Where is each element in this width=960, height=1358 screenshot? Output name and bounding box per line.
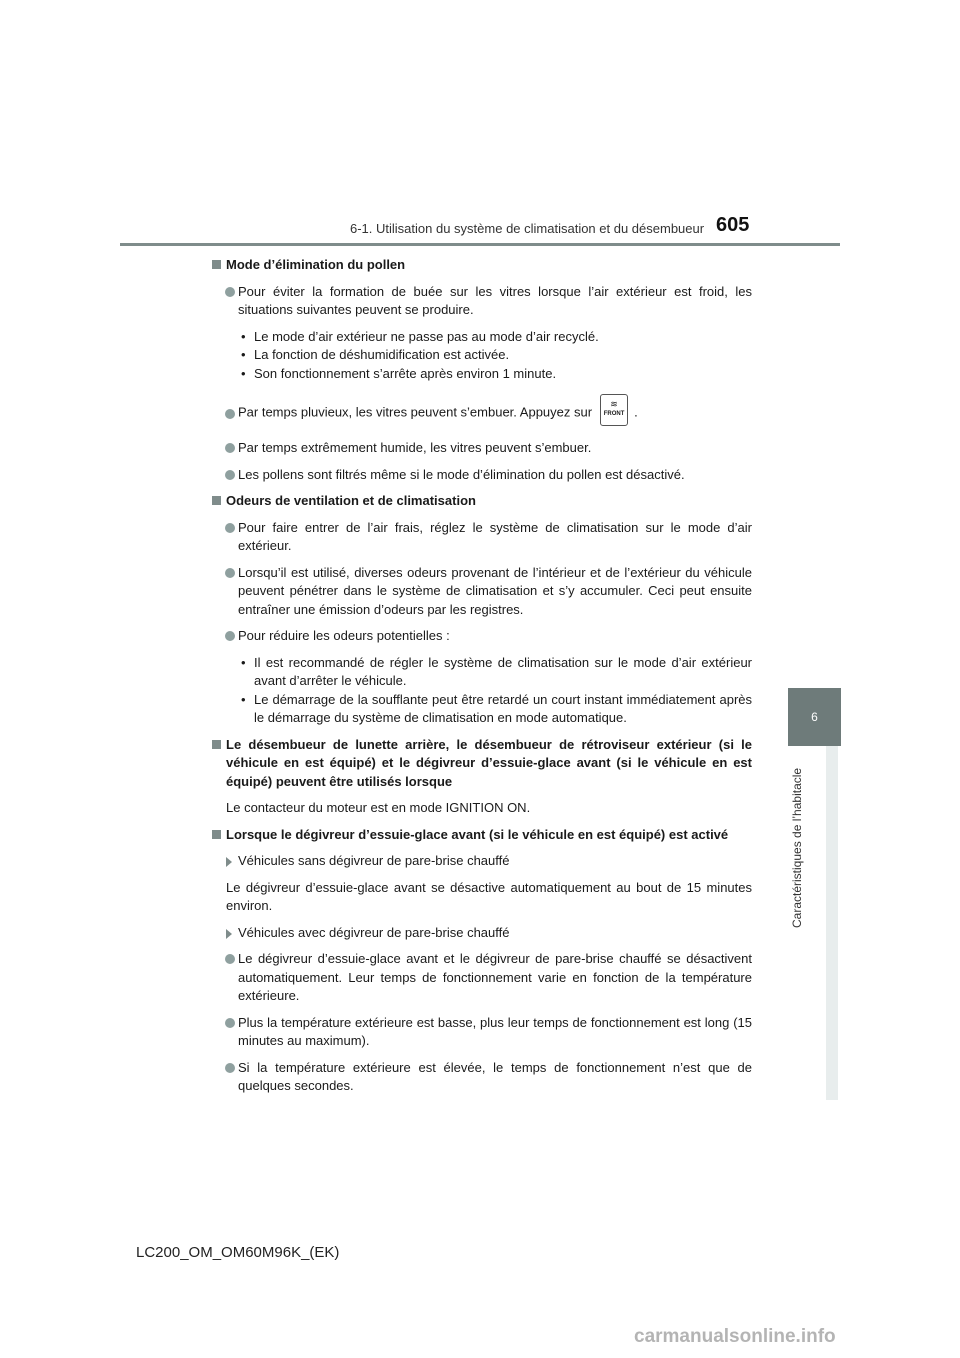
bullet-icon xyxy=(225,1018,235,1028)
header-title: 6-1. Utilisation du système de climatisation et du désembueur xyxy=(350,221,705,236)
front-defroster-button-icon: ≋ FRONT xyxy=(600,394,628,426)
sub-item: • Le démarrage de la soufflante peut être retardé un court instant immédiatement après le démarrage du système de climatisation en mode automatique. xyxy=(241,691,752,725)
condition-item: Véhicules avec dégivreur de pare-brise chauffé xyxy=(212,924,752,943)
section-marker-icon xyxy=(212,496,221,505)
document-code: LC200_OM_OM60M96K_(EK) xyxy=(136,1244,340,1261)
chapter-tab[interactable]: 6 xyxy=(788,688,841,746)
bullet-item: Lorsqu’il est utilisé, diverses odeurs provenant de l’intérieur et de l’extérieur du véhicule peuvent pénétrer dans le système de climatisation et s’y accumuler. Ceci peut ensuite entraîner une émission d’odeurs par les registres. xyxy=(212,564,752,620)
bullet-icon xyxy=(225,409,235,419)
side-margin-band xyxy=(826,740,838,1100)
section-marker-icon xyxy=(212,740,221,749)
sub-list xyxy=(212,654,752,728)
section-heading: Lorsque le dégivreur d’essuie-glace avant (si le véhicule en est équipé) est activé xyxy=(212,826,752,845)
bullet-item: Par temps extrêmement humide, les vitres peuvent s’embuer. xyxy=(212,439,752,458)
bullet-icon xyxy=(225,568,235,578)
condition-item: Véhicules sans dégivreur de pare-brise chauffé xyxy=(212,852,752,871)
chapter-title: Caractéristiques de l’habitacle xyxy=(790,767,804,928)
bullet-icon xyxy=(225,631,235,641)
arrow-right-icon xyxy=(226,929,232,939)
bullet-icon xyxy=(225,470,235,480)
bullet-item: Le dégivreur d’essuie-glace avant et le dégivreur de pare-brise chauffé se désactivent automatiquement. Leur temps de fonctionnement varie en fonction de la température extérieure. xyxy=(212,950,752,1006)
watermark[interactable]: carmanualsonline.info xyxy=(634,1326,836,1347)
bullet-item: Par temps pluvieux, les vitres peuvent s’embuer. Appuyez sur ≋ FRONT . xyxy=(212,397,752,429)
section-heading: Odeurs de ventilation et de climatisation xyxy=(212,492,752,511)
bullet-icon xyxy=(225,954,235,964)
bullet-item: Si la température extérieure est élevée, le temps de fonctionnement n’est que de quelques secondes. xyxy=(212,1059,752,1096)
sub-item: • Il est recommandé de régler le système de climatisation sur le mode d’air extérieur avant d’arrêter le véhicule. xyxy=(241,654,752,688)
page-content xyxy=(212,256,752,1104)
header-divider xyxy=(120,243,840,246)
section-text: Le dégivreur d’essuie-glace avant se désactive automatiquement au bout de 15 minutes environ. xyxy=(226,879,752,913)
bullet-icon xyxy=(225,287,235,297)
section-marker-icon xyxy=(212,260,221,269)
bullet-item: Les pollens sont filtrés même si le mode d’élimination du pollen est désactivé. xyxy=(212,466,752,485)
page-number: 605 xyxy=(716,214,750,236)
sub-list xyxy=(212,328,752,384)
bullet-item: Pour réduire les odeurs potentielles : xyxy=(212,627,752,646)
section-heading: Le désembueur de lunette arrière, le désembueur de rétroviseur extérieur (si le véhicule en est équipé) et le dégivreur d’essuie-glace avant (si le véhicule en est équipé) peuvent être utilisés lorsque xyxy=(212,736,752,792)
bullet-item: Plus la température extérieure est basse, plus leur temps de fonctionnement est long (15 minutes au maximum). xyxy=(212,1014,752,1051)
defroster-icon: ≋ xyxy=(610,399,618,409)
bullet-item: Pour faire entrer de l’air frais, réglez le système de climatisation sur le mode d’air extérieur. xyxy=(212,519,752,556)
bullet-icon xyxy=(225,443,235,453)
section-marker-icon xyxy=(212,830,221,839)
bullet-icon xyxy=(225,523,235,533)
sub-item: • La fonction de déshumidification est activée. xyxy=(241,347,510,362)
section-text: Le contacteur du moteur est en mode IGNITION ON. xyxy=(226,800,531,815)
section-heading: Mode d’élimination du pollen xyxy=(212,256,752,275)
bullet-icon xyxy=(225,1063,235,1073)
bullet-item: Pour éviter la formation de buée sur les vitres lorsque l’air extérieur est froid, les situations suivantes peuvent se produire. xyxy=(212,283,752,320)
arrow-right-icon xyxy=(226,857,232,867)
sub-item: • Le mode d’air extérieur ne passe pas au mode d’air recyclé. xyxy=(241,328,599,344)
sub-item: • Son fonctionnement s’arrête après environ 1 minute. xyxy=(241,365,557,381)
